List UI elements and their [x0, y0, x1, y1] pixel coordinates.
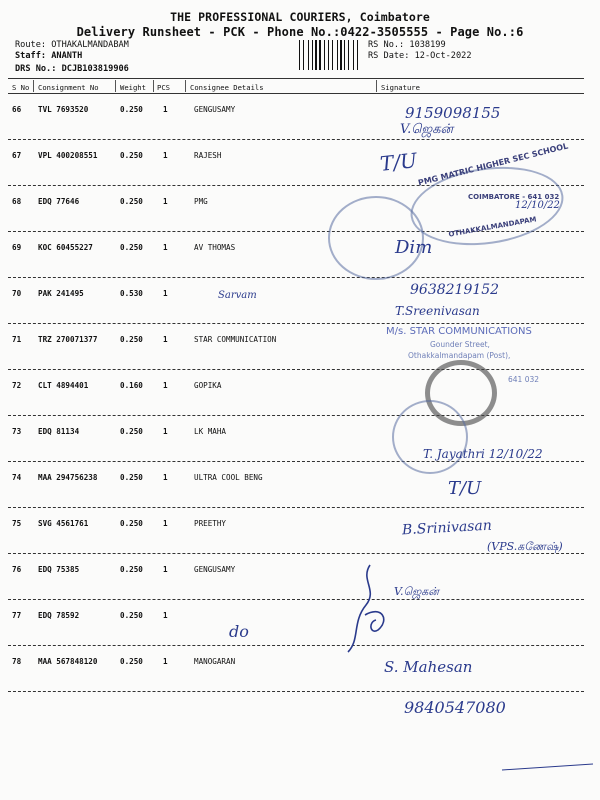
row-weight: 0.250	[120, 657, 143, 666]
row-consignment: EDQ 77646	[38, 197, 80, 206]
col-consignment: Consignment No	[38, 83, 99, 92]
row-consignment: MAA 567848120	[38, 657, 98, 666]
row-sno: 74	[12, 473, 22, 482]
hw-ditto-77: do	[229, 622, 249, 641]
bottom-pen-stroke	[500, 760, 595, 780]
row-pcs: 1	[163, 151, 168, 160]
hw-sig-73: T. Jayathri 12/10/22	[423, 447, 543, 461]
hw-sig-66: V.ஜெகன்	[400, 122, 454, 137]
row-pcs: 1	[163, 335, 168, 344]
row-pcs: 1	[163, 565, 168, 574]
row-consignment: VPL 400208551	[38, 151, 98, 160]
row-pcs: 1	[163, 657, 168, 666]
table-row	[8, 462, 584, 508]
row-consignment: TRZ 270071377	[38, 335, 98, 344]
school-stamp-date: 12/10/22	[515, 200, 560, 211]
school-stamp-line3: OTHAKKALMANDAPAM	[447, 215, 538, 239]
hw-sig-70: Sarvam	[218, 290, 257, 301]
row-pcs: 1	[163, 519, 168, 528]
school-stamp-line2: COIMBATORE - 641 032	[468, 193, 560, 201]
hw-sig-76: V.ஜெகன்	[394, 585, 439, 598]
rs-date-line: RS Date: 12-Oct-2022	[368, 51, 472, 61]
row-weight: 0.250	[120, 473, 143, 482]
barcode-bar	[348, 40, 349, 70]
runsheet-title: Delivery Runsheet - PCK - Phone No.:0422-3505555 - Page No.:6	[76, 25, 524, 39]
row-consignee: RAJESH	[194, 151, 222, 160]
staff-value: ANANTH	[51, 51, 83, 61]
rs-no-value: 1038199	[409, 40, 446, 50]
row-pcs: 1	[163, 105, 168, 114]
hand-scribble	[330, 560, 400, 660]
barcode-bar	[312, 40, 313, 70]
row-consignee: ULTRA COOL BENG	[194, 473, 263, 482]
barcode-bar	[353, 40, 354, 70]
col-divider	[115, 80, 116, 92]
barcode	[299, 40, 359, 70]
drs-line: DRS No.: DCJB103819906	[15, 64, 129, 74]
hw-sig-78: S. Mahesan	[384, 658, 473, 676]
row-weight: 0.250	[120, 335, 143, 344]
barcode-bar	[315, 40, 316, 70]
row-consignment: MAA 294756238	[38, 473, 98, 482]
barcode-bar	[357, 40, 358, 70]
row-sno: 78	[12, 657, 22, 666]
barcode-bar	[303, 40, 304, 70]
row-consignment: CLT 4894401	[38, 381, 89, 390]
col-divider	[153, 80, 154, 92]
hw-sig-70b: T.Sreenivasan	[395, 304, 480, 318]
row-sno: 68	[12, 197, 22, 206]
barcode-bar	[344, 40, 345, 70]
row-sno: 66	[12, 105, 22, 114]
row-pcs: 1	[163, 243, 168, 252]
table-row	[8, 600, 584, 646]
drs-value: DCJB103819906	[61, 64, 129, 74]
route-value: OTHAKALMANDABAM	[51, 40, 129, 50]
barcode-bar	[332, 40, 333, 70]
row-pcs: 1	[163, 381, 168, 390]
star-stamp-line4: 641 032	[508, 375, 540, 384]
row-sno: 70	[12, 289, 22, 298]
table-row	[8, 370, 584, 416]
row-weight: 0.250	[120, 565, 143, 574]
row-consignee: AV THOMAS	[194, 243, 236, 252]
row-weight: 0.250	[120, 197, 143, 206]
star-stamp-line1: M/s. STAR COMMUNICATIONS	[386, 326, 532, 337]
school-stamp-line1: PMG MATRIC HIGHER SEC SCHOOL	[417, 141, 570, 188]
row-consignee: GENGUSAMY	[194, 105, 236, 114]
row-sno: 72	[12, 381, 22, 390]
row-divider	[8, 691, 584, 692]
col-signature: Signature	[381, 83, 420, 92]
header-top-rule	[8, 78, 584, 79]
barcode-bar	[340, 40, 341, 70]
col-pcs: PCS	[157, 83, 170, 92]
row-consignee: LK MAHA	[194, 427, 227, 436]
company-title: THE PROFESSIONAL COURIERS, Coimbatore	[170, 10, 430, 24]
row-consignee: GENGUSAMY	[194, 565, 236, 574]
row-sno: 69	[12, 243, 22, 252]
col-divider	[33, 80, 34, 92]
row-consignment: EDQ 78592	[38, 611, 80, 620]
rs-no-line: RS No.: 1038199	[368, 40, 446, 50]
row-consignee: MANOGARAN	[194, 657, 236, 666]
row-consignment: TVL 7693520	[38, 105, 89, 114]
col-consignee: Consignee Details	[190, 83, 264, 92]
hw-tlu-67: T/U	[378, 148, 419, 176]
hw-phone-70: 9638219152	[410, 282, 500, 298]
row-consignment: EDQ 75385	[38, 565, 80, 574]
row-sno: 73	[12, 427, 22, 436]
row-consignee: PREETHY	[194, 519, 227, 528]
row-sno: 76	[12, 565, 22, 574]
hw-phone-66: 9159098155	[405, 104, 501, 122]
staff-line: Staff: ANANTH	[15, 51, 83, 61]
row-pcs: 1	[163, 197, 168, 206]
barcode-bar	[319, 40, 321, 70]
row-weight: 0.250	[120, 105, 143, 114]
row-weight: 0.250	[120, 151, 143, 160]
row-weight: 0.250	[120, 427, 143, 436]
row-consignee: STAR COMMUNICATION	[194, 335, 277, 344]
barcode-bar	[337, 40, 338, 70]
row-pcs: 1	[163, 473, 168, 482]
hw-tlu-74: T/U	[448, 478, 482, 499]
row-pcs: 1	[163, 289, 168, 298]
hw-sig-69: Dim	[395, 237, 433, 258]
row-weight: 0.250	[120, 519, 143, 528]
row-weight: 0.160	[120, 381, 143, 390]
table-row	[8, 646, 584, 692]
hw-phone-78: 9840547080	[404, 698, 506, 717]
row-weight: 0.250	[120, 243, 143, 252]
barcode-bar	[299, 40, 300, 70]
row-consignee: GOPIKA	[194, 381, 222, 390]
col-weight: Weight	[120, 83, 146, 92]
barcode-bar	[324, 40, 325, 70]
row-sno: 75	[12, 519, 22, 528]
hw-sig-75b: (VPS.கணேஷ்)	[487, 540, 563, 553]
row-consignment: SVG 4561761	[38, 519, 89, 528]
col-sno: S No	[12, 83, 30, 92]
row-pcs: 1	[163, 427, 168, 436]
row-consignment: EDQ 81134	[38, 427, 80, 436]
row-consignee: PMG	[194, 197, 208, 206]
barcode-bar	[328, 40, 329, 70]
barcode-bar	[308, 40, 309, 70]
row-sno: 71	[12, 335, 22, 344]
row-pcs: 1	[163, 611, 168, 620]
rs-date-value: 12-Oct-2022	[414, 51, 472, 61]
col-divider	[376, 80, 377, 92]
col-divider	[185, 80, 186, 92]
row-sno: 67	[12, 151, 22, 160]
star-stamp-line3: Othakkalmandapam (Post),	[408, 351, 511, 360]
row-weight: 0.250	[120, 611, 143, 620]
row-consignment: PAK 241495	[38, 289, 84, 298]
row-consignment: KOC 60455227	[38, 243, 93, 252]
row-sno: 77	[12, 611, 22, 620]
table-row	[8, 554, 584, 600]
route-line: Route: OTHAKALMANDABAM	[15, 40, 129, 50]
round-seal-stamp-2	[392, 400, 468, 474]
row-weight: 0.530	[120, 289, 143, 298]
hw-sig-75: B.Srinivasan	[401, 517, 493, 539]
star-stamp-line2: Gounder Street,	[430, 340, 490, 349]
